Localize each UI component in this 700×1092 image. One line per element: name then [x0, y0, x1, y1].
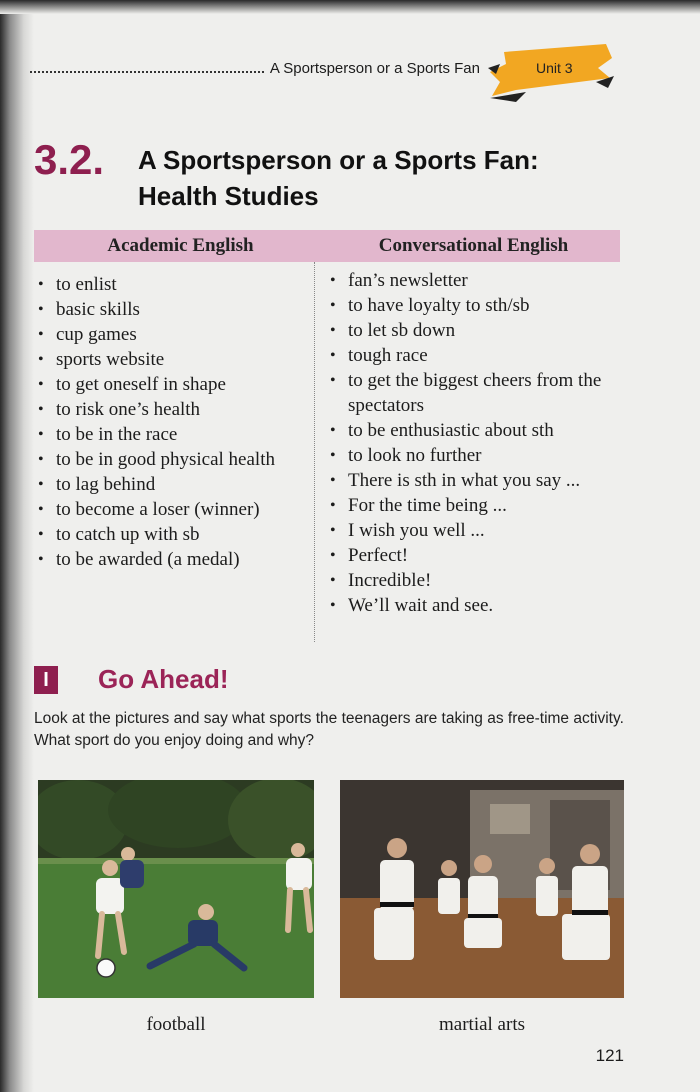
- list-item: • to be awarded (a medal): [34, 547, 306, 572]
- list-item: • sports website: [34, 347, 306, 372]
- list-item: • to look no further: [326, 443, 616, 468]
- page-number: 121: [595, 1046, 624, 1065]
- list-item: • to get oneself in shape: [34, 372, 306, 397]
- vocabulary-header: [34, 230, 620, 262]
- page-binding-shadow: [0, 0, 34, 1092]
- list-item: • For the time being ...: [326, 493, 616, 518]
- task-instructions: Look at the pictures and say what sports the teenagers are taking as free-time activity. What sport do you enjoy doing and why?: [34, 710, 624, 749]
- list-item: • There is sth in what you say ...: [326, 468, 616, 493]
- section-number: 3.2.: [34, 136, 105, 183]
- running-title: A Sportsperson or a Sports Fan: [269, 60, 480, 77]
- section-title-line-2: Health Studies: [138, 181, 319, 211]
- academic-english-header: Academic English: [107, 235, 254, 256]
- list-item: • fan’s newsletter: [326, 268, 616, 293]
- martial-arts-scene-illustration: [340, 780, 624, 998]
- list-item: • basic skills: [34, 297, 306, 322]
- conversational-english-list: [326, 268, 616, 618]
- list-item: • to catch up with sb: [34, 522, 306, 547]
- section-title-line-1: A Sportsperson or a Sports Fan:: [138, 145, 539, 175]
- list-item: • to let sb down: [326, 318, 616, 343]
- list-item: • We’ll wait and see.: [326, 593, 616, 618]
- list-item: • to risk one’s health: [34, 397, 306, 422]
- list-item: • to lag behind: [34, 472, 306, 497]
- academic-english-list: [34, 272, 306, 572]
- list-item: • to be enthusiastic about sth: [326, 418, 616, 443]
- list-item: • Incredible!: [326, 568, 616, 593]
- martial-arts-photo: [340, 780, 624, 998]
- list-item: • to have loyalty to sth/sb: [326, 293, 616, 318]
- football-scene-illustration: [38, 780, 314, 998]
- football-photo: [38, 780, 314, 998]
- list-item: • Perfect!: [326, 543, 616, 568]
- task-number-badge: I: [34, 666, 58, 694]
- task-title: Go Ahead!: [98, 664, 229, 694]
- list-item: • to be in good physical health: [34, 447, 306, 472]
- list-item: • to be in the race: [34, 422, 306, 447]
- unit-tag: [486, 38, 616, 104]
- running-head: [30, 60, 480, 77]
- column-divider: [314, 262, 315, 642]
- unit-label: Unit 3: [536, 60, 573, 76]
- list-item: • to enlist: [34, 272, 306, 297]
- list-item: • tough race: [326, 343, 616, 368]
- conversational-english-header: Conversational English: [378, 235, 569, 256]
- list-item: • cup games: [34, 322, 306, 347]
- football-caption: football: [146, 1014, 206, 1035]
- list-item: • to get the biggest cheers from the spectators: [326, 368, 616, 418]
- list-item: • I wish you well ...: [326, 518, 616, 543]
- list-item: • to become a loser (winner): [34, 497, 306, 522]
- page-top-shadow: [0, 0, 700, 14]
- dotted-leader: [30, 61, 264, 73]
- section-title: [138, 142, 638, 214]
- martial-arts-caption: martial arts: [439, 1014, 525, 1035]
